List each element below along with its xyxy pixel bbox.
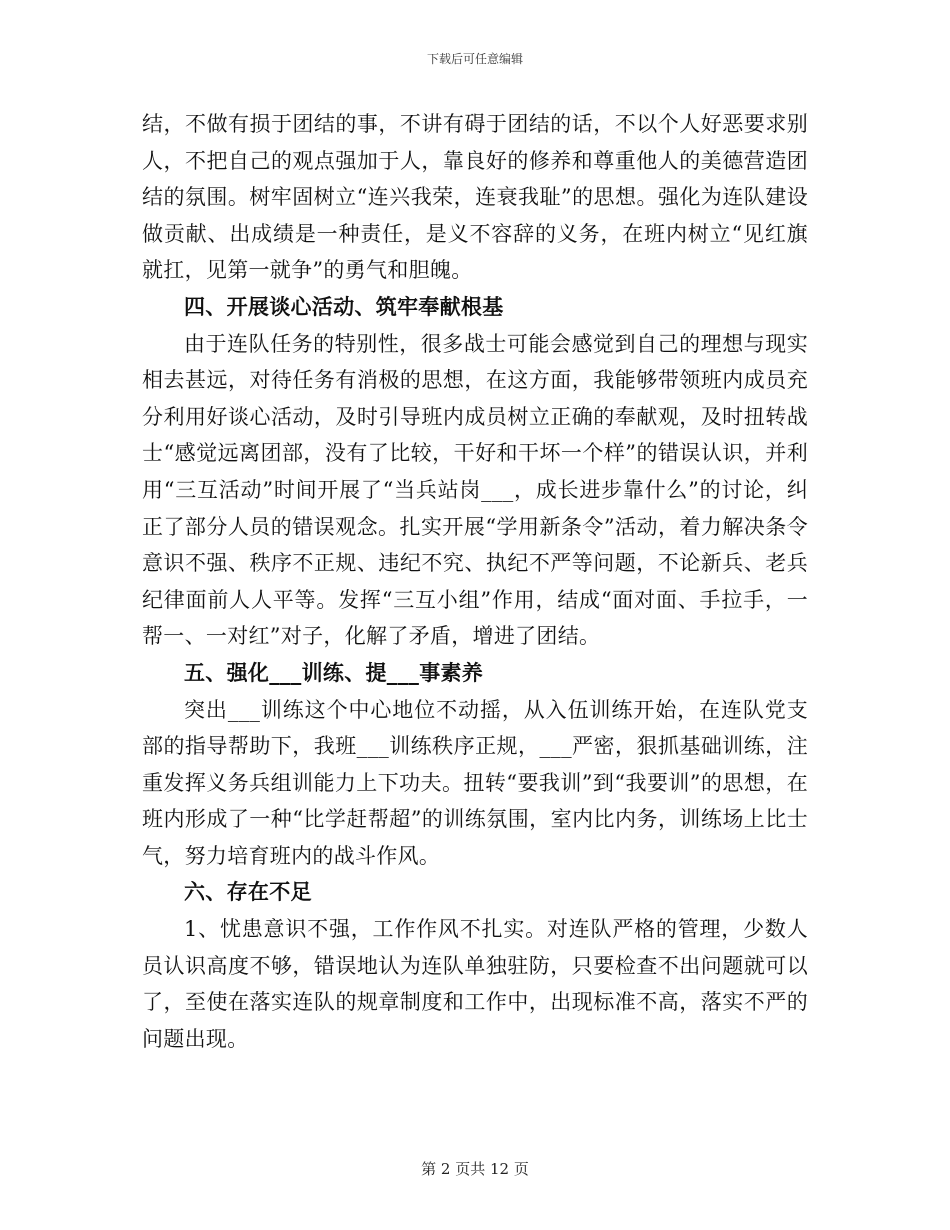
section-heading-4: 四、开展谈心活动、筑牢奉献根基 [184,293,504,319]
page-header: 下载后可任意编辑 [426,52,523,66]
section-heading-6: 六、存在不足 [184,879,312,905]
paragraph-section-6-item-1: 1、忧患意识不强，工作作风不扎实。对连队严格的管理，少数人员认识高度不够，错误地认为连队单独驻防，只要检查不出问题就可以了，至使在落实连队的规章制度和工作中，出现标准不高，落实不严的问题出现。 [142,917,808,1051]
paragraph-section-5: 突出___训练这个中心地位不动摇，从入伍训练开始，在连队党支部的指导帮助下，我班___训练秩序正规，___严密，狠抓基础训练，注重发挥义务兵组训能力上下功夫。扭转“要我训”到“我要训”的思想，在班内形成了一种“比学赶帮超”的训练氛围，室内比内务，训练场上比士气，努力培育班内的战斗作风。 [142,697,808,868]
page-footer: 第 2 页共 12 页 [421,1160,529,1178]
document-body [142,106,808,1057]
section-heading-5: 五、强化___训练、提___事素养 [184,659,484,685]
paragraph-section-4: 由于连队任务的特别性，很多战士可能会感觉到自己的理想与现实相去甚远，对待任务有消极的思想，在这方面，我能够带领班内成员充分利用好谈心活动，及时引导班内成员树立正确的奉献观，及时扭转战士“感觉远离团部，没有了比较，干好和干坏一个样”的错误认识，并利用“三互活动”时间开展了“当兵站岗___，成长进步靠什么”的讨论，纠正了部分人员的错误观念。扎实开展“学用新条令”活动，着力解决条令意识不强、秩序不正规、违纪不究、执纪不严等问题，不论新兵、老兵纪律面前人人平等。发挥“三互小组”作用，结成“面对面、手拉手，一帮一、一对红”对子，化解了矛盾，增进了团结。 [142,331,808,649]
paragraph-continuation: 结，不做有损于团结的事，不讲有碍于团结的话，不以个人好恶要求别人，不把自己的观点强加于人，靠良好的修养和尊重他人的美德营造团结的氛围。树牢固树立“连兴我荣，连衰我耻”的思想。强化为连队建设做贡献、出成绩是一种责任，是义不容辞的义务，在班内树立“见红旗就扛，见第一就争”的勇气和胆魄。 [142,112,808,283]
